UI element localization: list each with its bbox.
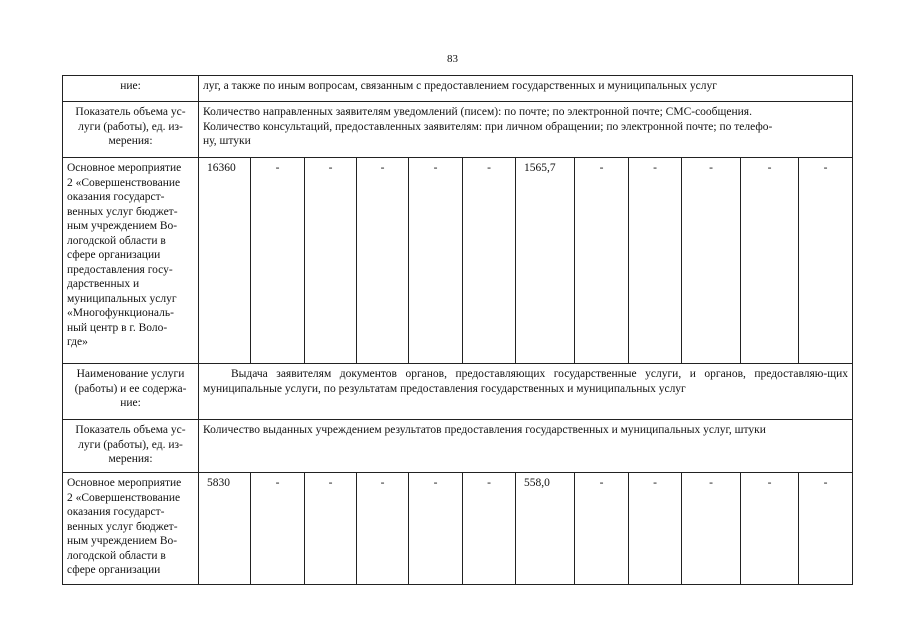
value-cell: -: [357, 473, 409, 585]
value-cell: -: [629, 473, 682, 585]
value-cell: -: [357, 158, 409, 364]
value-cell: -: [575, 158, 629, 364]
data-table: [62, 75, 853, 585]
value-cell: -: [251, 158, 305, 364]
volume-indicator-text: Количество выданных учреждением результатов предоставления государственных и муниципальных услуг, штуки: [199, 420, 853, 473]
value-cell: -: [682, 473, 741, 585]
value-cell: -: [409, 158, 463, 364]
value-cell: 16360: [199, 158, 251, 364]
row-volume-indicator: [63, 102, 853, 158]
value-cell: -: [409, 473, 463, 585]
row-label: Показатель объема ус- луги (работы), ед. из- мерения:: [63, 102, 199, 158]
value-cell: 5830: [199, 473, 251, 585]
row-label: Наименование услуги (работы) и ее содержа- ние:: [63, 364, 199, 420]
service-content-text: луг, а также по иным вопросам, связанным с предоставлением государственных и муниципальных услуг: [199, 76, 853, 102]
row-service-name: [63, 364, 853, 420]
service-name-text: Выдача заявителям документов органов, предоставляющих государственные услуги, и органов, предоставляю-щих муниципальные услуги, по результатам предоставления государственных и муниципальных услуг: [199, 364, 853, 420]
page-number: 83: [447, 53, 458, 65]
value-cell: -: [629, 158, 682, 364]
value-cell: -: [575, 473, 629, 585]
value-cell: -: [305, 473, 357, 585]
value-cell: 558,0: [516, 473, 575, 585]
value-cell: -: [799, 473, 853, 585]
row-label: Основное мероприятие 2 «Совершенствование оказания государст- венных услуг бюджет- ным учреждением Во- логодской области в сфере организации предоставления госу- дарственных и муниципальных услуг «Многофункциональ- ный центр в г. Воло- где»: [63, 158, 199, 364]
value-cell: -: [305, 158, 357, 364]
row-label: Основное мероприятие 2 «Совершенствование оказания государст- венных услуг бюджет- ным учреждением Во- логодской области в сфере организации: [63, 473, 199, 585]
row-label: Показатель объема ус- луги (работы), ед. из- мерения:: [63, 420, 199, 473]
row-volume-indicator: [63, 420, 853, 473]
value-cell: -: [741, 158, 799, 364]
row-continuation: [63, 76, 853, 102]
value-cell: -: [799, 158, 853, 364]
volume-indicator-text: Количество направленных заявителям уведомлений (писем): по почте; по электронной почте; СМС-сообщения. Количество консультаций, предоставленных заявителям: при личном обращении; по электронной почте; по телефо- ну, штуки: [199, 102, 853, 158]
value-cell: 1565,7: [516, 158, 575, 364]
value-cell: -: [463, 473, 516, 585]
value-cell: -: [741, 473, 799, 585]
row-main-activity: [63, 158, 853, 364]
row-main-activity: [63, 473, 853, 585]
value-cell: -: [682, 158, 741, 364]
value-cell: -: [463, 158, 516, 364]
value-cell: -: [251, 473, 305, 585]
row-label: ние:: [63, 76, 199, 102]
